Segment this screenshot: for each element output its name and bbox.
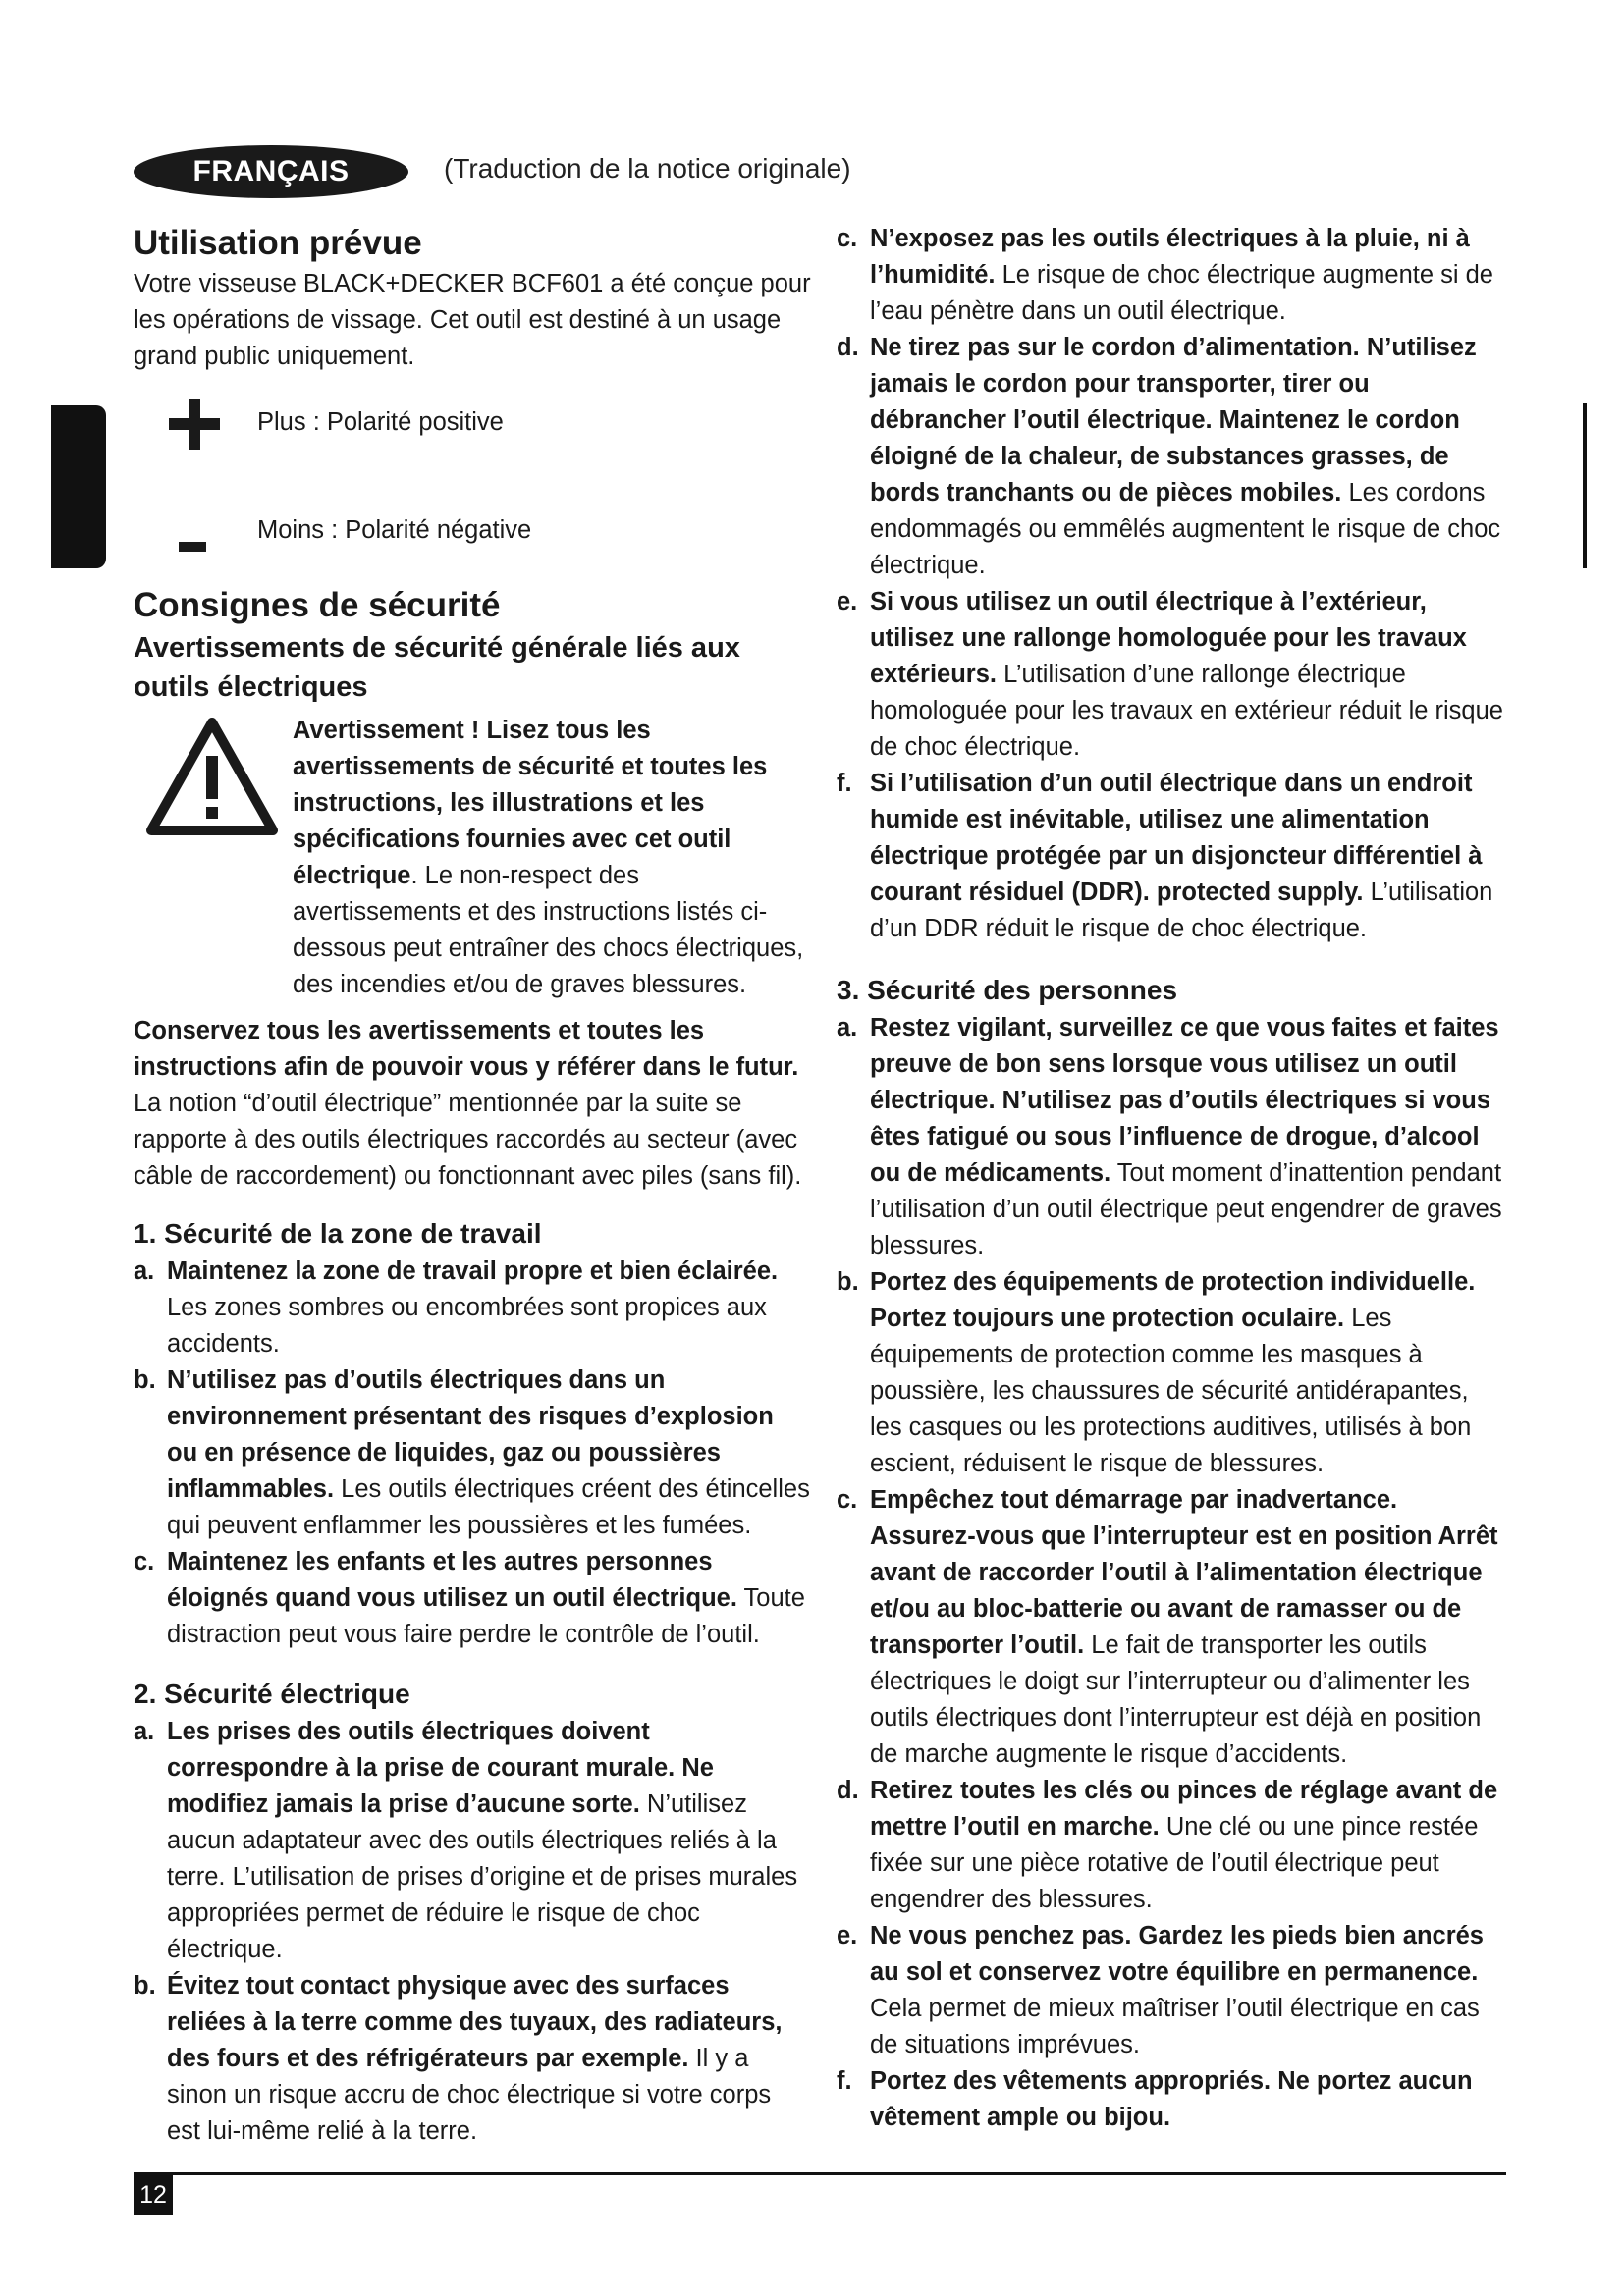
- item-bold: N’exposez pas les outils électriques à la pluie, ni à l’humidité.: [870, 225, 1470, 289]
- item-text: Les équipements de protection comme les masques à poussière, les chaussures de sécurité antidérapantes, les casques ou les protections auditives, utilisés à bon escient, réduisent le risque de blessures.: [870, 1305, 1472, 1477]
- item-label: a.: [837, 1014, 858, 1041]
- item-text: Une clé ou une pince restée fixée sur une pièce rotative de l’outil électrique peut engendrer des blessures.: [870, 1813, 1479, 1913]
- warning-rest: . Le non-respect des avertissements et des instructions listés ci-dessous peut entraîner des chocs électriques, des incendies et/ou de graves blessures.: [293, 862, 804, 998]
- section-1-item-b: [134, 1362, 811, 1544]
- item-bold: Si l’utilisation d’un outil électrique dans un endroit humide est inévitable, utilisez une alimentation électrique protégée par un disjoncteur différentiel à courant résiduel (DDR). protected supply.: [870, 770, 1483, 906]
- translation-note: (Traduction de la notice originale): [444, 153, 851, 184]
- plus-polarity-label: Plus : Polarité positive: [257, 408, 504, 436]
- section-3-item-d: [837, 1773, 1504, 1918]
- item-label: c.: [134, 1548, 155, 1575]
- item-text: Tout moment d’inattention pendant l’utilisation d’un outil électrique peut engendrer de graves blessures.: [870, 1159, 1502, 1259]
- item-bold: Maintenez les enfants et les autres personnes éloignés quand vous utilisez un outil électrique.: [167, 1548, 737, 1612]
- item-text: Les cordons endommagés ou emmêlés augmentent le risque de choc électrique.: [870, 479, 1501, 579]
- item-label: a.: [134, 1257, 155, 1285]
- item-label: f.: [837, 770, 852, 797]
- minus-icon: [179, 542, 206, 552]
- electric-item-e: [837, 584, 1504, 766]
- section-3-item-b: [837, 1264, 1504, 1482]
- item-label: b.: [134, 1972, 156, 2000]
- item-label: c.: [837, 1486, 858, 1514]
- item-bold: Portez des équipements de protection individuelle. Portez toujours une protection oculaire.: [870, 1268, 1476, 1332]
- minus-polarity-row: [134, 507, 811, 565]
- item-label: a.: [134, 1718, 155, 1745]
- item-text: L’utilisation d’une rallonge électrique homologuée pour les travaux en extérieur réduit le risque de choc électrique.: [870, 661, 1503, 761]
- minus-polarity-label: Moins : Polarité négative: [257, 516, 532, 544]
- item-bold: Empêchez tout démarrage par inadvertance. Assurez-vous que l’interrupteur est en position Arrêt avant de raccorder l’outil à l’alimentation électrique et/ou au bloc-batterie ou avant de ramasser ou de transporter l’outil.: [870, 1486, 1498, 1659]
- item-text: Les zones sombres ou encombrées sont propices aux accidents.: [167, 1294, 767, 1358]
- item-text: N’utilisez aucun adaptateur avec des outils électriques reliés à la terre. L’utilisation de prises d’origine et de prises murales appropriées permet de réduire le risque de choc électrique.: [167, 1790, 798, 1963]
- language-badge: FRANÇAIS: [134, 145, 408, 198]
- item-text: Il y a sinon un risque accru de choc électrique si votre corps est lui-même relié à la terre.: [167, 2045, 772, 2145]
- item-bold: Les prises des outils électriques doivent correspondre à la prise de courant murale. Ne modifiez jamais la prise d’aucune sorte.: [167, 1718, 714, 1818]
- right-column: [837, 221, 1504, 2136]
- item-text: Le risque de choc électrique augmente si de l’eau pénètre dans un outil électrique.: [870, 261, 1493, 325]
- intended-use-text: Votre visseuse BLACK+DECKER BCF601 a été conçue pour les opérations de vissage. Cet outil est destiné à un usage grand public uniquement.: [134, 270, 811, 370]
- item-text: L’utilisation d’un DDR réduit le risque de choc électrique.: [870, 879, 1493, 942]
- item-bold: Maintenez la zone de travail propre et bien éclairée.: [167, 1257, 779, 1285]
- item-bold: Si vous utilisez un outil électrique à l’extérieur, utilisez une rallonge homologuée pour les travaux extérieurs.: [870, 588, 1467, 688]
- item-bold: Portez des vêtements appropriés. Ne portez aucun vêtement ample ou bijou.: [870, 2067, 1473, 2131]
- section-3-item-a: [837, 1010, 1504, 1264]
- margin-bar: [1583, 403, 1587, 568]
- electric-item-f: [837, 766, 1504, 947]
- item-bold: Ne vous penchez pas. Gardez les pieds bien ancrés au sol et conservez votre équilibre en permanence.: [870, 1922, 1484, 1986]
- section-3-item-e: [837, 1918, 1504, 2063]
- warning-text: [293, 713, 811, 1003]
- item-label: b.: [134, 1366, 156, 1394]
- item-label: e.: [837, 588, 858, 615]
- item-bold: Restez vigilant, surveillez ce que vous faites et faites preuve de bon sens lorsque vous utilisez un outil électrique. N’utilisez pas d’outils électriques si vous êtes fatigué ou sous l’influence de drogue, d’alcool ou de médicaments.: [870, 1014, 1499, 1187]
- item-bold: Retirez toutes les clés ou pinces de réglage avant de mettre l’outil en marche.: [870, 1777, 1498, 1841]
- intended-use-title: Utilisation prévue: [134, 224, 422, 262]
- left-column: [134, 221, 811, 2150]
- warning-triangle-icon: [145, 717, 279, 836]
- keep-rest: La notion “d’outil électrique” mentionnée par la suite se rapporte à des outils électriques raccordés au secteur (avec câble de raccordement) ou fonctionnant avec piles (sans fil).: [134, 1090, 802, 1190]
- section-1-title: 1. Sécurité de la zone de travail: [134, 1218, 542, 1249]
- section-3-item-c: [837, 1482, 1504, 1773]
- section-1-item-a: [134, 1254, 811, 1362]
- item-bold: Évitez tout contact physique avec des surfaces reliées à la terre comme des tuyaux, des radiateurs, des fours et des réfrigérateurs par exemple.: [167, 1972, 783, 2072]
- item-label: e.: [837, 1922, 858, 1949]
- electric-item-c: [837, 221, 1504, 330]
- section-3-title: 3. Sécurité des personnes: [837, 975, 1178, 1005]
- item-label: b.: [837, 1268, 859, 1296]
- warning-bold: Avertissement ! Lisez tous les avertissements de sécurité et toutes les instructions, les illustrations et les spécifications fournies avec cet outil électrique: [293, 717, 768, 889]
- safety-title: Consignes de sécurité: [134, 586, 501, 624]
- section-2-item-a: [134, 1714, 811, 1968]
- page-number: 12: [134, 2175, 173, 2215]
- language-side-tab: [51, 405, 106, 568]
- item-text: Cela permet de mieux maîtriser l’outil électrique en cas de situations imprévues.: [870, 1995, 1480, 2058]
- plus-icon: [169, 399, 220, 450]
- section-3-item-f: [837, 2063, 1504, 2136]
- safety-subtitle: Avertissements de sécurité générale liés aux outils électriques: [134, 632, 740, 703]
- item-label: c.: [837, 225, 858, 252]
- section-2-item-b: [134, 1968, 811, 2150]
- item-bold: Ne tirez pas sur le cordon d’alimentation. N’utilisez jamais le cordon pour transporter, tirer ou débrancher l’outil électrique. Maintenez le cordon éloigné de la chaleur, de substances grasses, de bords tranchants ou de pièces mobiles.: [870, 334, 1477, 507]
- item-label: d.: [837, 334, 859, 361]
- item-text: Les outils électriques créent des étincelles qui peuvent enflammer les poussières et les fumées.: [167, 1475, 810, 1539]
- footer-rule: [134, 2172, 1506, 2175]
- section-1-item-c: [134, 1544, 811, 1653]
- keep-instructions: [134, 1013, 811, 1195]
- plus-polarity-row: [134, 399, 811, 507]
- item-label: d.: [837, 1777, 859, 1804]
- warning-block: [134, 713, 811, 1003]
- item-text: Le fait de transporter les outils électriques le doigt sur l’interrupteur ou d’alimenter les outils électriques dont l’interrupteur est déjà en position de marche augmente le risque d’accidents.: [870, 1631, 1482, 1768]
- electric-item-d: [837, 330, 1504, 584]
- item-bold: N’utilisez pas d’outils électriques dans un environnement présentant des risques d’explosion ou en présence de liquides, gaz ou poussières inflammables.: [167, 1366, 774, 1503]
- item-label: f.: [837, 2067, 852, 2095]
- keep-bold: Conservez tous les avertissements et toutes les instructions afin de pouvoir vous y référer dans le futur.: [134, 1017, 799, 1081]
- item-text: Toute distraction peut vous faire perdre le contrôle de l’outil.: [167, 1584, 805, 1648]
- section-2-title: 2. Sécurité électrique: [134, 1679, 410, 1709]
